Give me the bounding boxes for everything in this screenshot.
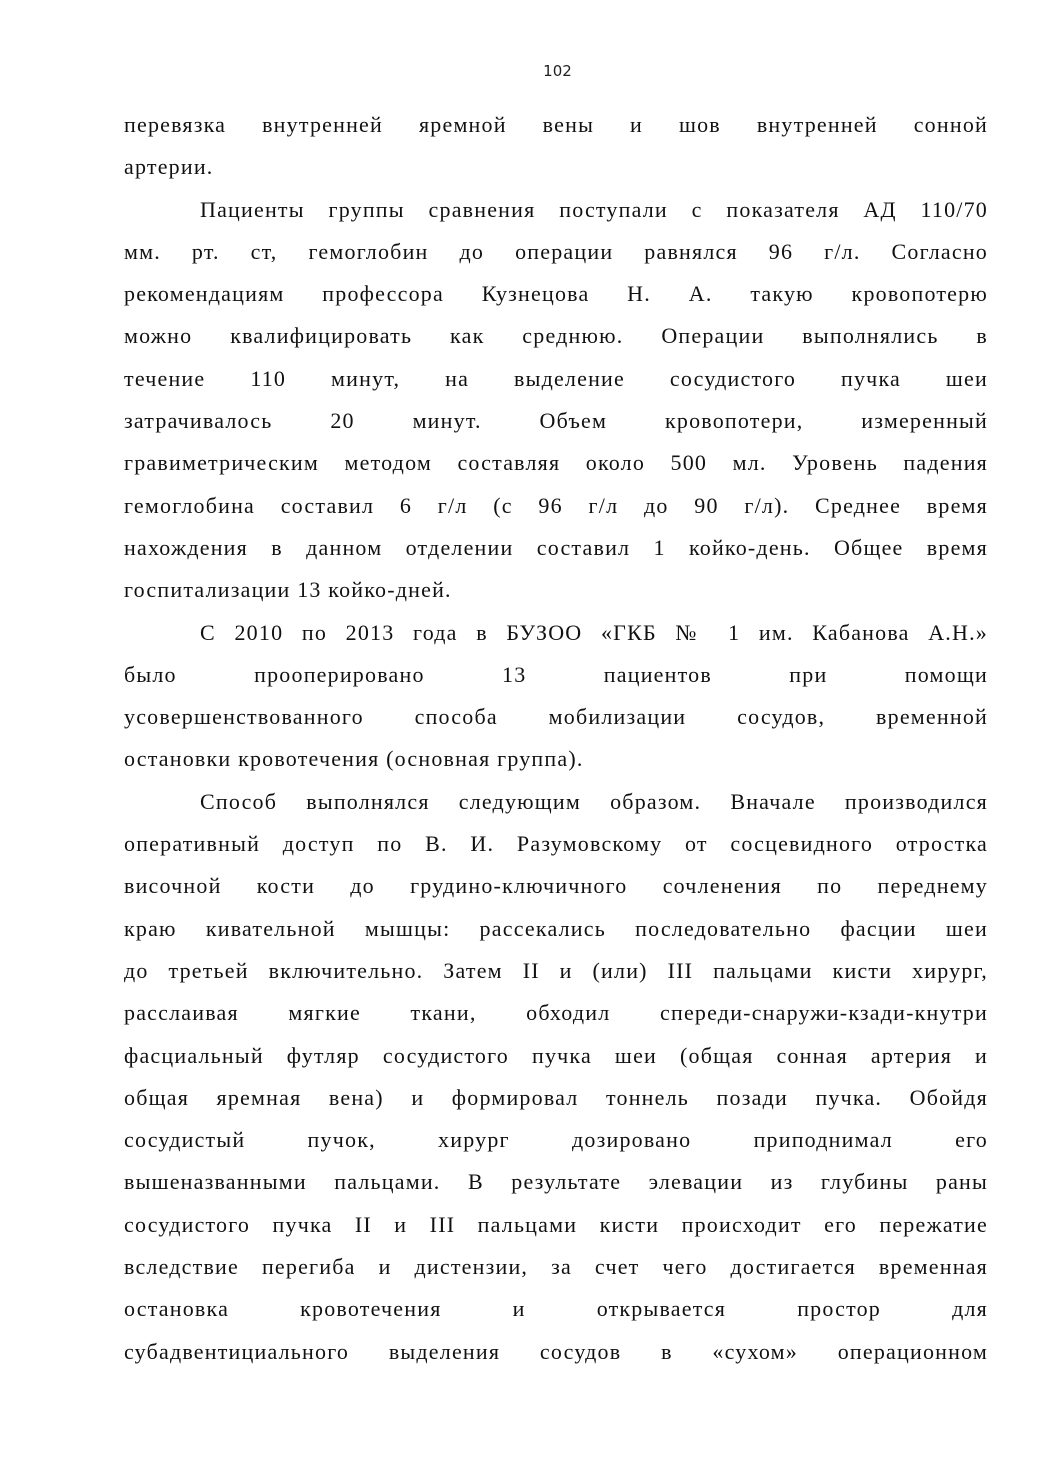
text-line: вышеназванными пальцами. В результате элевации из глубины раны [124, 1169, 988, 1195]
text-line: усовершенствованного способа мобилизации сосудов, временной [124, 704, 988, 730]
text-line: гемоглобина составил 6 г/л (с 96 г/л до 90 г/л). Среднее время [124, 492, 988, 518]
text-line: можно квалифицировать как среднюю. Операции выполнялись в [124, 323, 988, 349]
text-line: сосудистый пучок, хирург дозировано приподнимал его [124, 1127, 988, 1153]
text-line: остановка кровотечения и открывается простор для [124, 1296, 988, 1322]
text-line: височной кости до грудино-ключичного сочленения по переднему [124, 873, 988, 899]
text-line: течение 110 минут, на выделение сосудистого пучка шеи [124, 365, 988, 391]
text-line: фасциальный футляр сосудистого пучка шеи (общая сонная артерия и [124, 1042, 988, 1068]
text-line: субадвентициального выделения сосудов в «сухом» операционном [124, 1338, 988, 1364]
text-line: общая яремная вена) и формировал тоннель позади пучка. Обойдя [124, 1084, 988, 1110]
text-line: было прооперировано 13 пациентов при помощи [124, 661, 988, 687]
text-line: расслаивая мягкие ткани, обходил спереди-снаружи-кзади-кнутри [124, 1000, 988, 1026]
text-line: Способ выполнялся следующим образом. Вначале производился [200, 788, 988, 814]
text-line: сосудистого пучка II и III пальцами кисти происходит его пережатие [124, 1211, 988, 1237]
text-line: вследствие перегиба и дистензии, за счет чего достигается временная [124, 1254, 988, 1280]
text-line: госпитализации 13 койко-дней. [124, 577, 452, 603]
text-line: остановки кровотечения (основная группа). [124, 746, 584, 772]
body-text [124, 104, 988, 1373]
text-line: оперативный доступ по В. И. Разумовскому от сосцевидного отростка [124, 831, 988, 857]
text-line: гравиметрическим методом составляя около 500 мл. Уровень падения [124, 450, 988, 476]
text-line: краю кивательной мышцы: рассекались последовательно фасции шеи [124, 915, 988, 941]
text-line: перевязка внутренней яремной вены и шов внутренней сонной [124, 112, 988, 137]
text-line: С 2010 по 2013 года в БУЗОО «ГКБ № 1 им. Кабанова А.Н.» [200, 619, 988, 645]
text-line: нахождения в данном отделении составил 1 койко-день. Общее время [124, 534, 988, 560]
text-line: затрачивалось 20 минут. Объем кровопотери, измеренный [124, 408, 988, 434]
text-line: артерии. [124, 154, 214, 180]
text-line: рекомендациям профессора Кузнецова Н. А. такую кровопотерю [124, 281, 988, 307]
text-line: Пациенты группы сравнения поступали с показателя АД 110/70 [200, 196, 988, 222]
text-line: до третьей включительно. Затем II и (или) III пальцами кисти хирург, [124, 957, 988, 983]
text-line: мм. рт. ст, гемоглобин до операции равнялся 96 г/л. Согласно [124, 238, 988, 264]
page-number: 102 [543, 62, 572, 80]
